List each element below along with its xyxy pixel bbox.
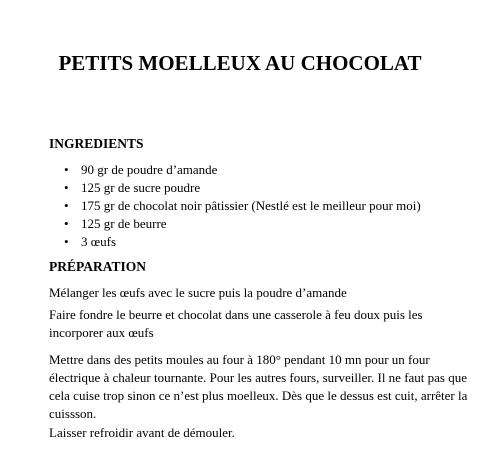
ingredient-item [49,215,421,233]
text-line: cuissson. [49,406,97,421]
ingredient-item [49,179,421,197]
bullet-icon: • [64,234,69,249]
preparation-step [49,424,449,442]
bullet-icon: • [64,216,69,231]
ingredient-item [49,197,421,215]
bullet-icon: • [64,198,69,213]
recipe-title: PETITS MOELLEUX AU CHOCOLAT [58,51,422,75]
ingredient-text: 90 gr de poudre d’amande [81,162,218,177]
preparation-step [49,284,449,302]
text-line: Faire fondre le beurre et chocolat dans une casserole à feu doux puis les [49,307,423,322]
text-line: électrique à chaleur tournante. Pour les autres fours, surveiller. Il ne faut pas que [49,370,468,385]
preparation-step [49,306,449,342]
preparation-heading: PRÉPARATION [49,259,146,274]
text-line: incorporer aux œufs [49,325,154,340]
text-line: Mélanger les œufs avec le sucre puis la poudre d’amande [49,285,347,300]
text-line: Mettre dans des petits moules au four à 180° pendant 10 mn pour un four [49,352,430,367]
text-line: Laisser refroidir avant de démouler. [49,425,235,440]
ingredients-list [49,161,421,251]
ingredient-text: 125 gr de sucre poudre [81,180,201,195]
preparation-step [49,351,468,423]
ingredient-item [49,233,421,251]
ingredient-item [49,161,421,179]
text-line: cela cuise trop sinon ce n’est plus moelleux. Dès que le dessus est cuit, arrêter la [49,388,468,403]
ingredients-heading: INGREDIENTS [49,136,144,151]
ingredient-text: 125 gr de beurre [81,216,167,231]
bullet-icon: • [64,180,69,195]
ingredient-text: 3 œufs [81,234,117,249]
ingredient-text: 175 gr de chocolat noir pâtissier (Nestlé est le meilleur pour moi) [81,198,421,213]
bullet-icon: • [64,162,69,177]
